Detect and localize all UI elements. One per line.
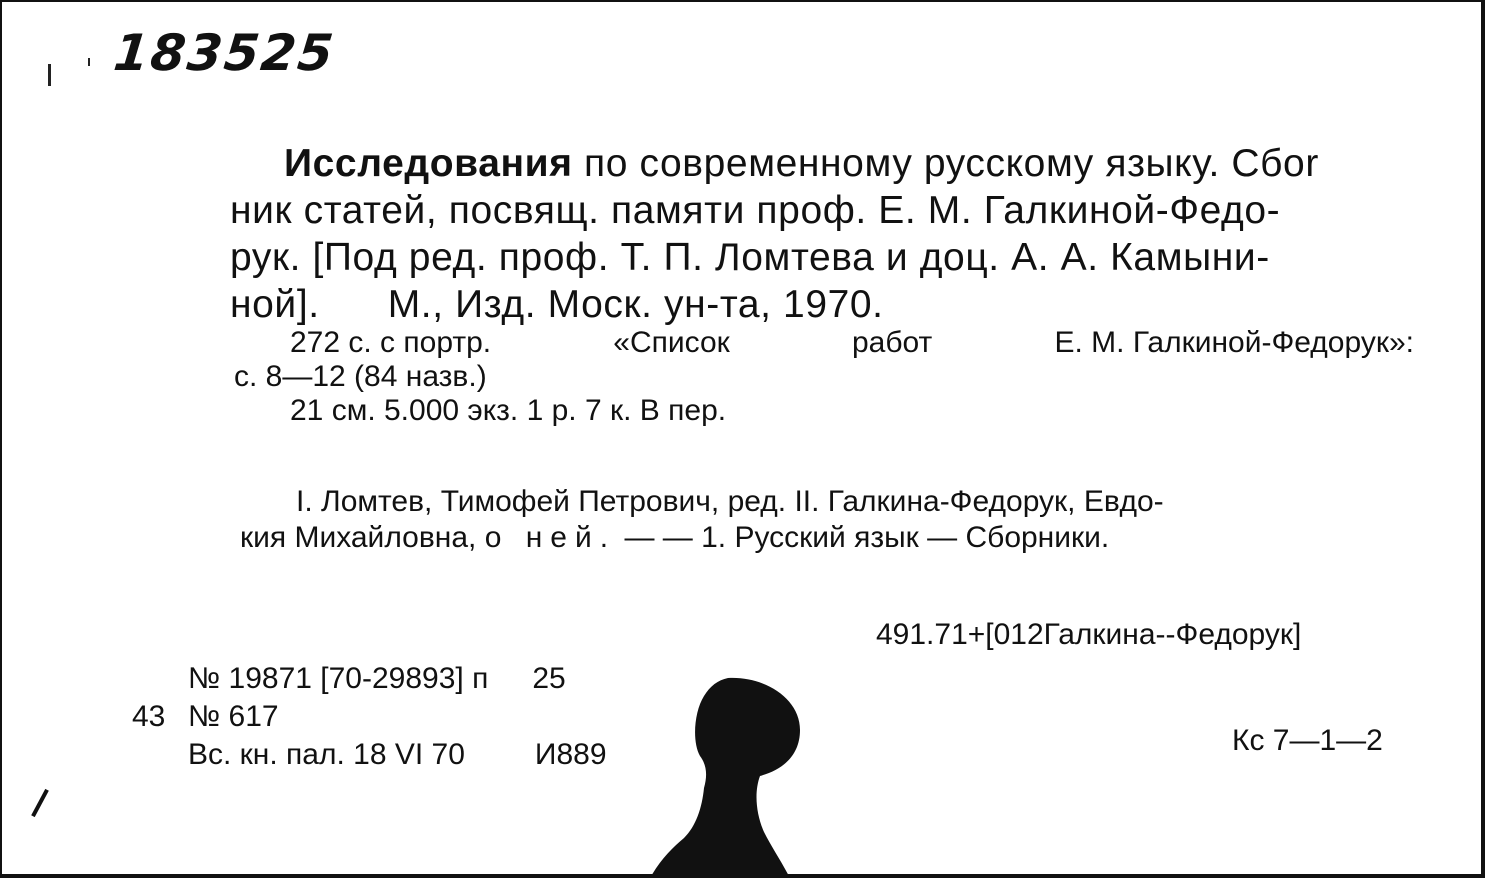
pages: 272 с. с портр. — [290, 326, 492, 359]
pen-mark — [48, 64, 51, 86]
description-line-2: с. 8—12 (84 назв.) — [234, 360, 487, 393]
shelf-code: Кс 7—1—2 — [1232, 724, 1383, 757]
title-line-4-a: ной]. — [230, 283, 320, 326]
record-number: № 19871 [70-29893] п — [188, 662, 489, 695]
inventory-number: 183525 — [110, 24, 338, 82]
tracings — [240, 484, 1410, 556]
title-main-word: Исследования — [284, 142, 573, 185]
title-line-4 — [230, 281, 1420, 328]
tracing-spaced: о ней. — [484, 521, 617, 554]
catalog-numbers — [132, 660, 607, 774]
description-line-1 — [234, 326, 1414, 360]
title-line-1-rest: по современному русскому языку. Сбоr — [584, 142, 1319, 185]
note-part-2: работ — [851, 326, 933, 359]
record-count: 25 — [532, 662, 566, 695]
catalog-row-1 — [132, 660, 607, 698]
description-line-3: 21 см. 5.000 экз. 1 р. 7 к. В пер. — [290, 394, 727, 427]
publication-info: М., Изд. Моск. ун-та, 1970. — [387, 283, 884, 326]
order-number: № 617 — [188, 700, 279, 733]
tracing-line-2 — [240, 520, 1410, 556]
physical-description — [234, 326, 1414, 428]
pen-mark-slash — [31, 789, 49, 817]
catalog-row-3 — [132, 736, 607, 774]
print-code: И889 — [534, 738, 607, 771]
pen-mark-small — [88, 58, 90, 66]
chamber-date: Вс. кн. пал. 18 VI 70 — [188, 738, 465, 771]
tracing-line-2-b: — — 1. Русский язык — Сборники. — [624, 521, 1110, 554]
tracing-line-1: I. Ломтев, Тимофей Петрович, ред. II. Галкина-Федорук, Евдо- — [296, 485, 1164, 518]
ink-blot-stamp — [632, 672, 812, 878]
note-part-1: «Список — [613, 326, 730, 359]
bibliographic-title — [230, 140, 1420, 328]
catalog-row-2 — [132, 698, 607, 736]
title-line-2: ник статей, посвящ. памяти проф. Е. М. Галкиной-Федо- — [230, 189, 1281, 232]
title-line-3: рук. [Под ред. проф. Т. П. Ломтева и доц. А. А. Камыни- — [230, 236, 1270, 279]
note-part-3: Е. М. Галкиной-Федорук»: — [1054, 326, 1414, 359]
row-prefix: 43 — [132, 700, 166, 733]
title-line-1 — [230, 140, 1420, 187]
classification-index: 491.71+[012Галкина--Федорук] — [876, 618, 1302, 651]
tracing-line-2-a: кия Михайловна, — [240, 521, 477, 554]
